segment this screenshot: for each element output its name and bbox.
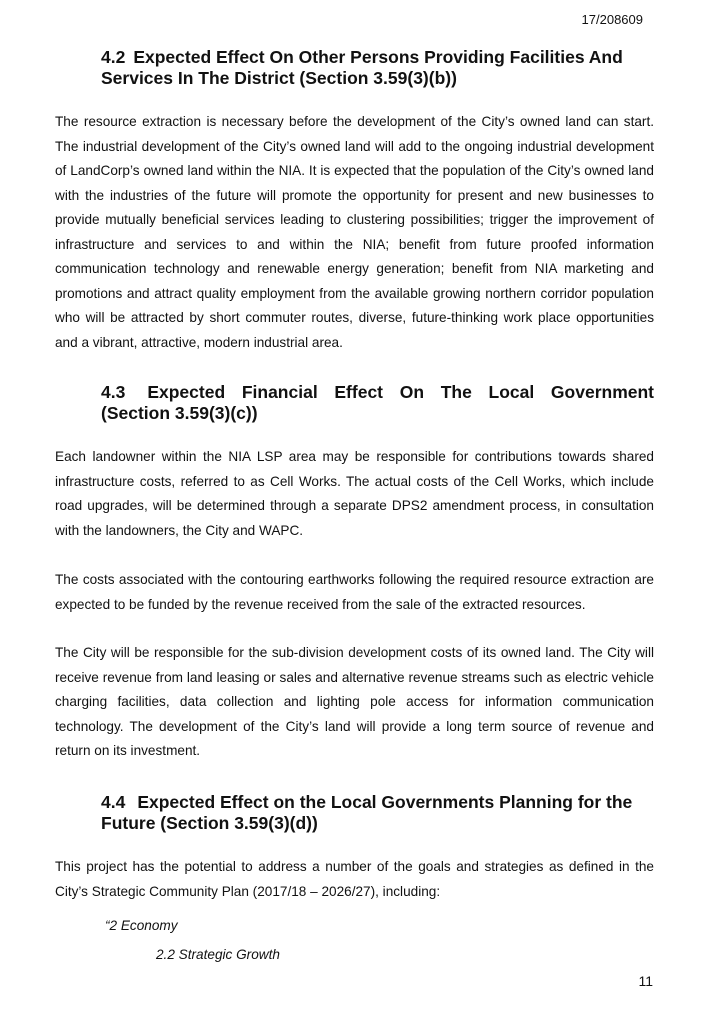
section-title: Expected Financial Effect On The Local Government (Section 3.59(3)(c)) bbox=[101, 382, 654, 423]
section-title: Expected Effect On Other Persons Providing Facilities And Services In The District (Section 3.59(3)(b)) bbox=[101, 47, 623, 88]
quote-strategy-line: 2.2 Strategic Growth bbox=[156, 947, 280, 962]
section-paragraph: The resource extraction is necessary before the development of the City’s owned land can start. The industrial development of the City’s owned land will add to the ongoing industrial development of LandCorp’s owned land within the NIA. It is expected that the population of the City’s owned land with the industries of the future will promote the opportunity for present and new businesses to provide mutually beneficial services leading to clustering possibilities; trigger the improvement of infrastructure and services to and within the NIA; benefit from future proofed information communication technology and renewable energy generation; benefit from NIA marketing and promotions and attract quality employment from the available growing northern corridor population who will be attracted by short commuter routes, diverse, future-thinking work place opportunities and a vibrant, attractive, modern industrial area. bbox=[55, 114, 654, 350]
section-paragraph: This project has the potential to address a number of the goals and strategies as defined in the City’s Strategic Community Plan (2017/18 – 2026/27), including: bbox=[55, 859, 654, 899]
document-reference-number: 17/208609 bbox=[581, 12, 643, 27]
section-number: 4.4 bbox=[101, 792, 126, 812]
section-number: 4.2 bbox=[101, 47, 126, 67]
section-heading-4-2 bbox=[101, 47, 654, 89]
section-number: 4.3 bbox=[101, 382, 126, 402]
quote-goal-line: “2 Economy bbox=[105, 918, 178, 933]
page-number: 11 bbox=[638, 973, 653, 989]
section-heading-4-3 bbox=[101, 382, 654, 424]
section-heading-4-4 bbox=[101, 792, 654, 834]
section-paragraph: The costs associated with the contouring earthworks following the required resource extraction are expected to be funded by the revenue received from the sale of the extracted resources. bbox=[55, 572, 654, 612]
section-paragraph: The City will be responsible for the sub-division development costs of its owned land. The City will receive revenue from land leasing or sales and alternative revenue streams such as electric vehicle charging facilities, data collection and lighting pole access for information communication technology. The development of the City’s land will provide a long term source of revenue and return on its investment. bbox=[55, 645, 654, 758]
section-paragraph: Each landowner within the NIA LSP area may be responsible for contributions towards shared infrastructure costs, referred to as Cell Works. The actual costs of the Cell Works, which include road upgrades, will be determined through a separate DPS2 amendment process, in consultation with the landowners, the City and WAPC. bbox=[55, 449, 654, 538]
section-title: Expected Effect on the Local Governments Planning for the Future (Section 3.59(3)(d)) bbox=[101, 792, 633, 833]
